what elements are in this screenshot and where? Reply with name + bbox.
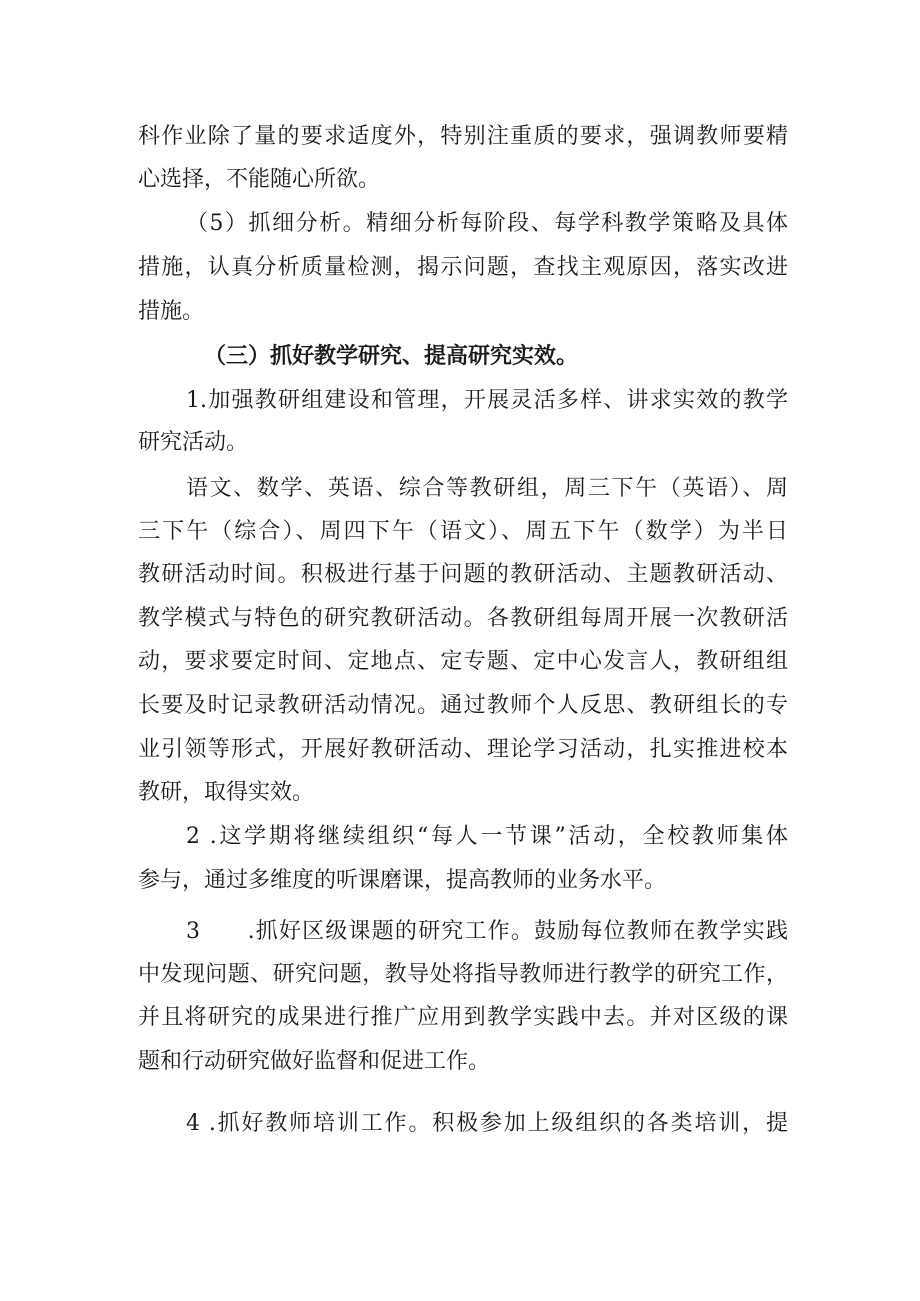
paragraph-line: 动，要求要定时间、定地点、定专题、定中心发言人，教研组组 [138,649,788,674]
paragraph-line: 并且将研究的成果进行推广应用到教学实践中去。并对区级的课 [138,1005,788,1030]
paragraph-line: 研究活动。 [138,430,249,455]
paragraph-line: 教学模式与特色的研究教研活动。各教研组每周开展一次教研活 [138,606,788,631]
paragraph-line: 语文、数学、英语、综合等教研组，周三下午（英语）、周 [186,476,788,501]
paragraph-line: 业引领等形式，开展好教研活动、理论学习活动，扎实推进校本 [138,737,788,762]
paragraph-line: 科作业除了量的要求适度外，特别注重质的要求，强调教师要精 [138,124,788,149]
paragraph-line: 参与，通过多维度的听课磨课，提高教师的业务水平。 [138,868,667,893]
paragraph-line: 教研，取得实效。 [138,780,315,805]
paragraph-line: 4 .抓好教师培训工作。积极参加上级组织的各类培训，提 [186,1111,788,1136]
paragraph-line: 措施，认真分析质量检测，揭示问题，查找主观原因，落实改进 [138,255,788,280]
paragraph-line: 3 .抓好区级课题的研究工作。鼓励每位教师在教学实践 [186,919,788,944]
section-heading: （三）抓好教学研究、提高研究实效。 [204,343,579,369]
paragraph-line: 措施。 [138,299,205,324]
paragraph-line: （5）抓细分析。精细分析每阶段、每学科教学策略及具体 [186,211,788,236]
paragraph-line: 长要及时记录教研活动情况。通过教师个人反思、教研组长的专 [138,693,788,718]
paragraph-line: 中发现问题、研究问题，教导处将指导教师进行教学的研究工作， [138,962,788,987]
paragraph-line: 题和行动研究做好监督和促进工作。 [138,1049,491,1074]
paragraph-line: 教研活动时间。积极进行基于问题的教研活动、主题教研活动、 [138,562,788,587]
paragraph-line: 1.加强教研组建设和管理，开展灵活多样、讲求实效的教学 [186,388,788,413]
paragraph-line: 2 .这学期将继续组织“每人一节课”活动，全校教师集体 [186,824,788,849]
paragraph-line: 三下午（综合）、周四下午（语文）、周五下午（数学）为半日 [138,519,788,544]
paragraph-line: 心选择，不能随心所欲。 [138,167,381,192]
